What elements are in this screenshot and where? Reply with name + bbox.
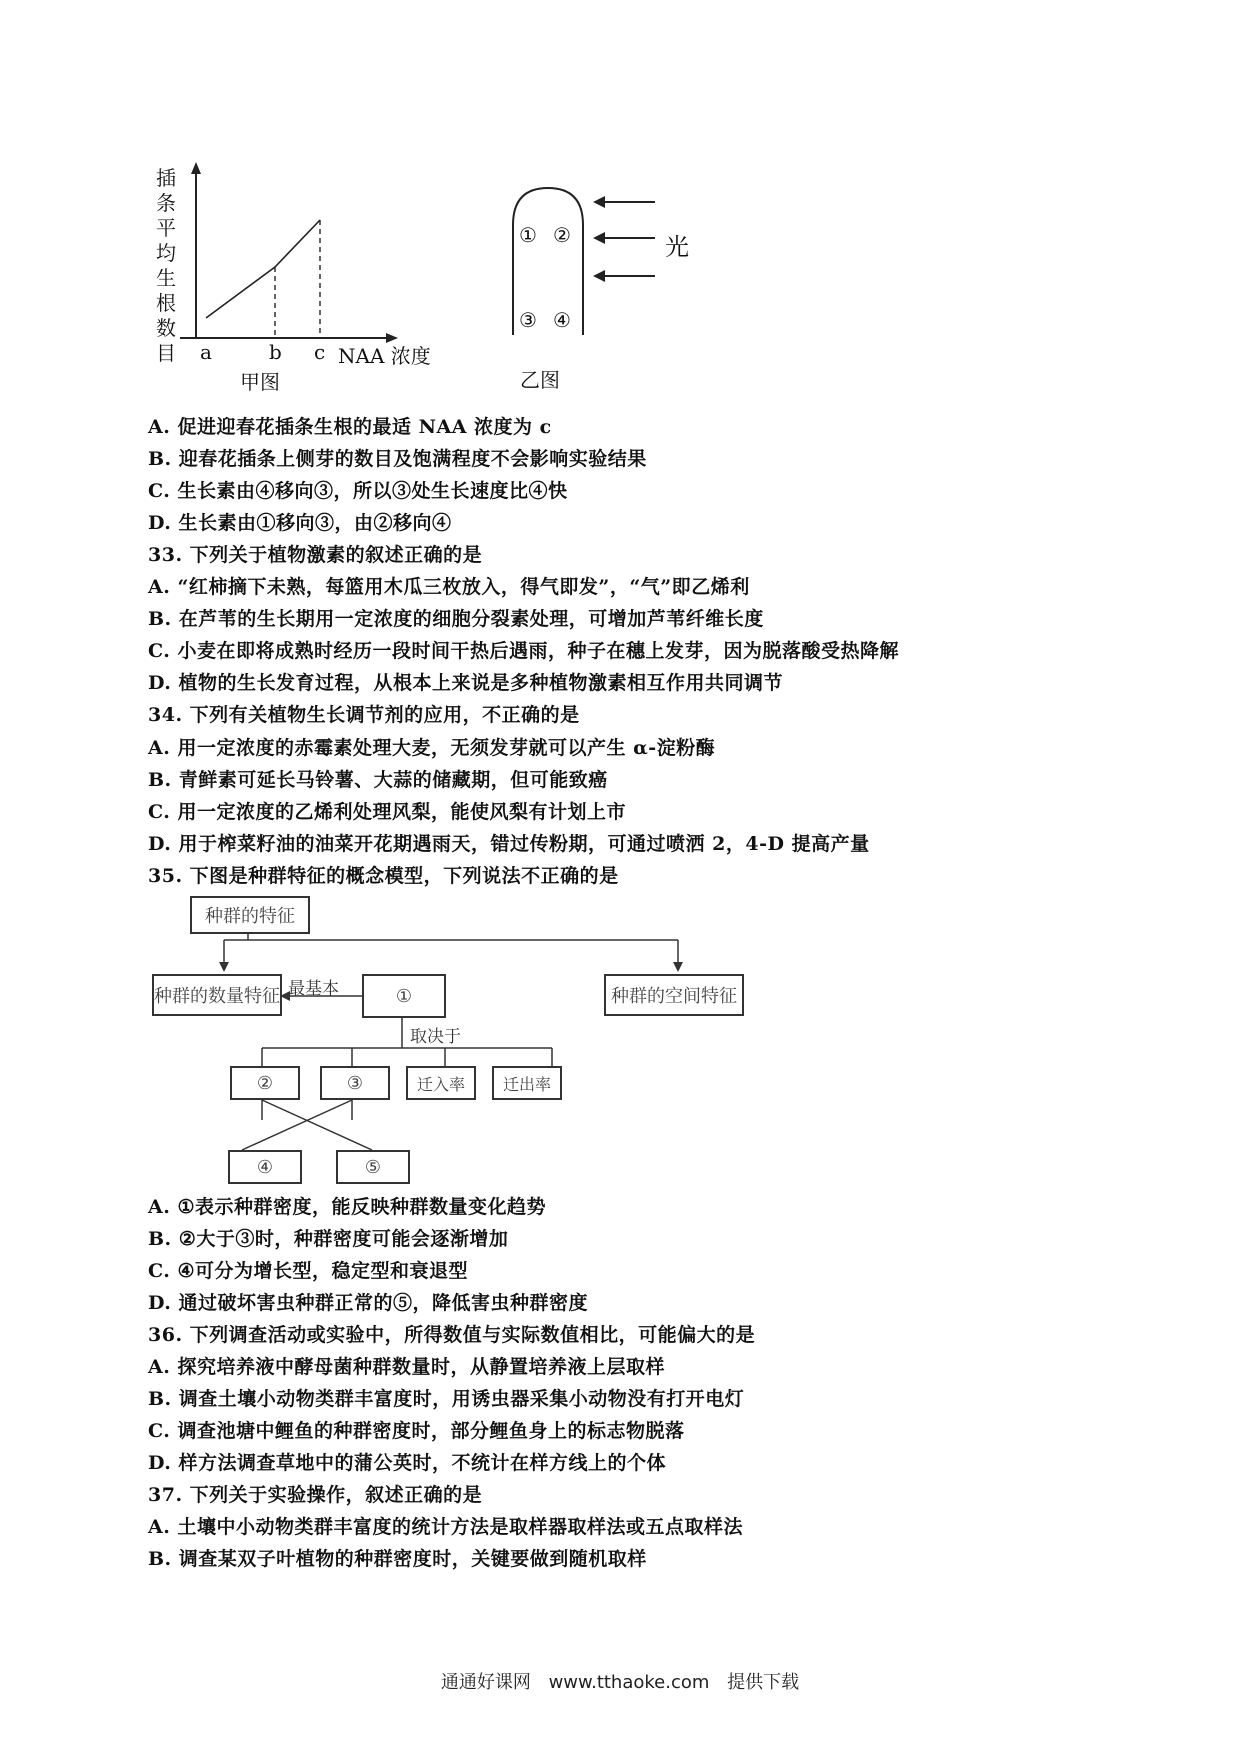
y-label-char: 数 xyxy=(156,316,176,340)
q34-option-a: A. 用一定浓度的赤霉素处理大麦，无须发芽就可以产生 α-淀粉酶 xyxy=(148,737,716,759)
q35-option-d: D. 通过破坏害虫种群正常的⑤，降低害虫种群密度 xyxy=(148,1292,589,1314)
light-arrowhead-1 xyxy=(593,196,605,208)
node-3: ③ xyxy=(320,1066,390,1100)
q33-option-d: D. 植物的生长发育过程，从根本上来说是多种植物激素相互作用共同调节 xyxy=(148,672,784,694)
q34-option-c: C. 用一定浓度的乙烯利处理风梨，能使风梨有计划上市 xyxy=(148,801,627,823)
node-quantity-features: 种群的数量特征 xyxy=(152,974,282,1016)
caption-jia: 甲图 xyxy=(240,370,280,394)
q35-option-c: C. ④可分为增长型，稳定型和衰退型 xyxy=(148,1260,469,1282)
q32-option-c: C. 生长素由④移向③，所以③处生长速度比④快 xyxy=(148,480,568,502)
tick-c: c xyxy=(314,340,326,364)
y-label-char: 条 xyxy=(156,191,176,215)
node-root: 种群的特征 xyxy=(190,896,310,934)
q36-option-a: A. 探究培养液中酵母菌种群数量时，从静置培养液上层取样 xyxy=(148,1356,665,1378)
caption-yi: 乙图 xyxy=(520,368,560,392)
q35-option-a: A. ①表示种群密度，能反映种群数量变化趋势 xyxy=(148,1196,547,1218)
q33-stem: 33. 下列关于植物激素的叙述正确的是 xyxy=(148,544,483,566)
y-label-char: 目 xyxy=(156,341,176,365)
q32-option-d: D. 生长素由①移向③，由②移向④ xyxy=(148,512,452,534)
q37-stem: 37. 下列关于实验操作，叙述正确的是 xyxy=(148,1484,483,1506)
label-most-basic: 最基本 xyxy=(288,979,339,999)
q33-option-b: B. 在芦苇的生长期用一定浓度的细胞分裂素处理，可增加芦苇纤维长度 xyxy=(148,608,764,630)
footer-suffix: 提供下载 xyxy=(727,1672,800,1693)
node-immigration-rate: 迁入率 xyxy=(406,1066,476,1100)
curve xyxy=(206,220,320,318)
q34-option-d: D. 用于榨菜籽油的油菜开花期遇雨天，错过传粉期，可通过喷洒 2，4-D 提高产量 xyxy=(148,833,870,855)
population-concept-diagram xyxy=(140,890,760,1180)
q35-stem: 35. 下图是种群特征的概念模型，下列说法不正确的是 xyxy=(148,865,619,887)
x-axis-label: NAA 浓度 xyxy=(338,344,431,368)
page-footer xyxy=(0,1668,1240,1694)
footer-site-name: 通通好课网 xyxy=(440,1672,531,1693)
node-2: ② xyxy=(230,1066,300,1100)
stem-shape xyxy=(505,180,745,390)
q33-option-c: C. 小麦在即将成熟时经历一段时间干热后遇雨，种子在穗上发芽，因为脱落酸受热降解 xyxy=(148,640,900,662)
figure-jia xyxy=(150,160,450,394)
y-label-char: 生 xyxy=(156,266,176,290)
q37-option-b: B. 调查某双子叶植物的种群密度时，关键要做到随机取样 xyxy=(148,1548,647,1570)
light-label: 光 xyxy=(665,233,689,261)
q36-option-b: B. 调查土壤小动物类群丰富度时，用诱虫器采集小动物没有打开电灯 xyxy=(148,1388,745,1410)
q34-option-b: B. 青鲜素可延长马铃薯、大蒜的储藏期，但可能致癌 xyxy=(148,769,608,791)
figure-yi xyxy=(505,180,745,390)
q34-stem: 34. 下列有关植物生长调节剂的应用，不正确的是 xyxy=(148,704,580,726)
cell-3: ③ xyxy=(519,308,537,332)
footer-url[interactable]: www.tthaoke.com xyxy=(548,1672,710,1693)
y-axis-arrow xyxy=(191,162,201,174)
tick-b: b xyxy=(269,340,282,364)
node-spatial-features: 种群的空间特征 xyxy=(604,974,744,1016)
q36-option-d: D. 样方法调查草地中的蒲公英时，不统计在样方线上的个体 xyxy=(148,1452,667,1474)
q35-option-b: B. ②大于③时，种群密度可能会逐渐增加 xyxy=(148,1228,509,1250)
y-label-char: 均 xyxy=(156,241,176,265)
cell-2: ② xyxy=(553,223,571,247)
cell-4: ④ xyxy=(553,308,571,332)
y-label-char: 根 xyxy=(156,291,176,315)
q37-option-a: A. 土壤中小动物类群丰富度的统计方法是取样器取样法或五点取样法 xyxy=(148,1516,743,1538)
q36-stem: 36. 下列调查活动或实验中，所得数值与实际数值相比，可能偏大的是 xyxy=(148,1324,756,1346)
q32-option-a: A. 促进迎春花插条生根的最适 NAA 浓度为 c xyxy=(148,416,552,438)
cell-1: ① xyxy=(519,223,537,247)
q36-option-c: C. 调查池塘中鲤鱼的种群密度时，部分鲤鱼身上的标志物脱落 xyxy=(148,1420,685,1442)
q33-option-a: A. “红柿摘下未熟，每篮用木瓜三枚放入，得气即发”，“气”即乙烯利 xyxy=(148,576,750,598)
node-5: ⑤ xyxy=(336,1150,410,1184)
tick-a: a xyxy=(200,340,212,364)
label-decided-by: 取决于 xyxy=(410,1027,461,1047)
light-arrowhead-2 xyxy=(593,232,605,244)
q32-option-b: B. 迎春花插条上侧芽的数目及饱满程度不会影响实验结果 xyxy=(148,448,647,470)
y-label-char: 插 xyxy=(156,166,176,190)
light-arrowhead-3 xyxy=(593,270,605,282)
node-1: ① xyxy=(362,974,446,1018)
y-label-char: 平 xyxy=(156,216,176,240)
node-emigration-rate: 迁出率 xyxy=(492,1066,562,1100)
node-4: ④ xyxy=(228,1150,302,1184)
